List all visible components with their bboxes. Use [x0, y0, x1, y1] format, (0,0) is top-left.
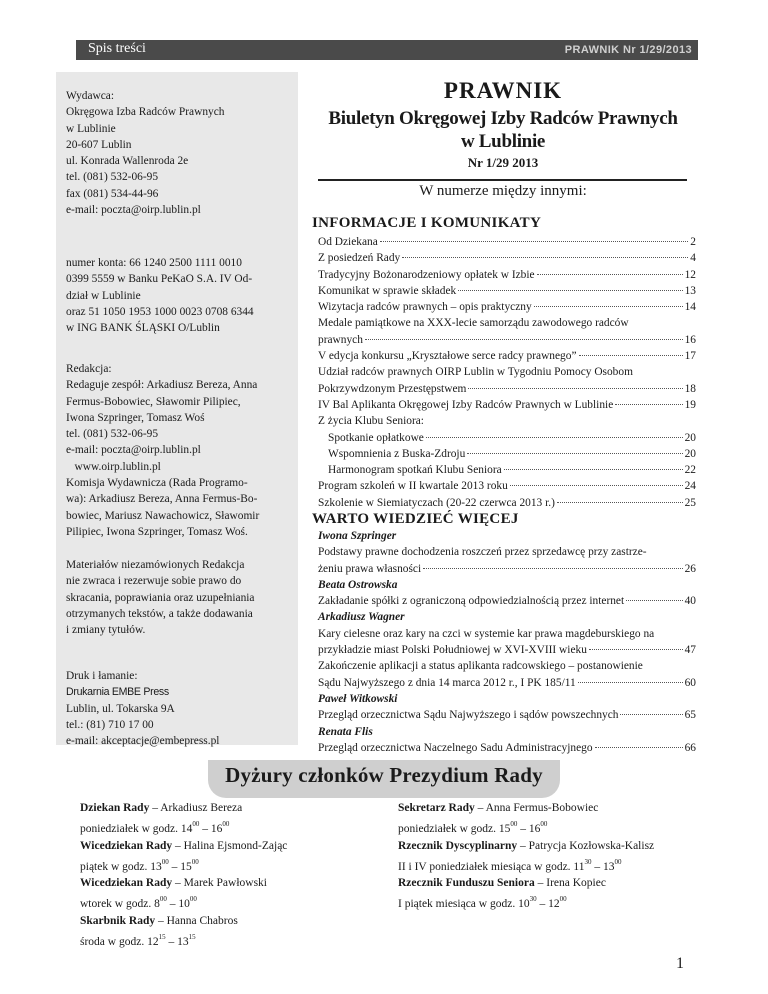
toc-entry [318, 283, 696, 299]
dot-leader [615, 404, 682, 405]
toc-intro: W numerze między innymi: [419, 183, 587, 199]
dot-leader [468, 388, 682, 389]
duty-left-column [80, 800, 370, 950]
duty-time-to: – 13 [165, 936, 189, 949]
printer-line: e-mail: akceptacje@embepress.pl [66, 735, 220, 748]
duty-role: Sekretarz Rady [398, 802, 475, 814]
duty-role: Rzecznik Dyscyplinarny [398, 839, 518, 852]
publisher-line: ul. Konrada Wallenroda 2e [66, 155, 189, 168]
duty-time-from: środa w godz. 12 [80, 936, 159, 949]
duty-person [80, 838, 370, 854]
toc-entry [318, 495, 696, 511]
dot-leader [365, 339, 683, 340]
duty-name: – Anna Fermus-Bobowiec [474, 802, 599, 814]
duty-time-from: poniedziałek w godz. 14 [80, 823, 193, 836]
toc-entry [318, 430, 696, 446]
editorial-line: bowiec, Mariusz Nawachowicz, Sławomir [66, 509, 260, 522]
toc-entry [318, 348, 696, 364]
toc-entry-line: Podstawy prawne dochodzenia roszczeń przez sprzedawcę przy zastrze- [318, 546, 647, 559]
editorial-line: e-mail: poczta@oirp.lublin.pl [66, 444, 201, 457]
toc-page-number: 19 [684, 398, 696, 411]
page-number: 1 [676, 955, 684, 972]
dot-leader [423, 568, 682, 569]
toc-entry-title: Przegląd orzecznictwa Sądu Najwyższego i sądów powszechnych [318, 709, 619, 722]
notice-line: Materiałów niezamówionych Redakcja [66, 559, 245, 571]
toc-entry [318, 332, 696, 348]
printer-block [66, 668, 292, 749]
toc-entry [318, 642, 696, 658]
toc-page-number: 66 [684, 741, 696, 754]
editorial-block [66, 361, 292, 540]
duty-time-from: poniedziałek w godz. 15 [398, 823, 511, 836]
editorial-line: Komisja Wydawnicza (Rada Programo- [66, 477, 248, 490]
duty-role: Dziekan Rady [80, 802, 150, 814]
toc-entry-title: żeniu prawa własności [318, 562, 422, 575]
dot-leader [458, 290, 682, 291]
bank-line: oraz 51 1050 1953 1000 0023 0708 6344 [66, 305, 254, 318]
duty-person [398, 875, 698, 891]
toc-page-number: 25 [684, 496, 696, 509]
duty-schedule [398, 816, 698, 837]
publisher-line: tel. (081) 532-06-95 [66, 171, 159, 184]
duty-minutes: 15 [158, 933, 166, 942]
duty-schedule [398, 854, 698, 875]
toc-entry-title: Z posiedzeń Rady [318, 252, 401, 265]
dot-leader [534, 306, 683, 307]
publisher-label: Wydawca: [66, 90, 115, 102]
duty-schedule [80, 816, 370, 837]
editorial-line: tel. (081) 532-06-95 [66, 428, 159, 441]
toc-entry-title: Pokrzywdzonym Przestępstwem [318, 382, 467, 395]
toc-page-number: 40 [684, 595, 696, 608]
duty-title: Dyżury członków Prezydium Rady [225, 763, 543, 787]
toc-page-number: 16 [684, 333, 696, 346]
duty-person [398, 800, 698, 816]
dot-leader [620, 714, 682, 715]
duty-time-to: – 10 [166, 898, 190, 911]
duty-minutes: 00 [191, 857, 199, 866]
publisher-line: fax (081) 534-44-96 [66, 187, 159, 200]
toc-entry-title: prawnych [318, 333, 363, 346]
editorial-line: Fermus-Bobowiec, Sławomir Pilipiec, [66, 395, 241, 408]
duty-time-to: – 15 [168, 860, 192, 873]
duty-minutes: 30 [584, 857, 592, 866]
toc-entry-title: Wspomnienia z Buska-Zdroju [328, 447, 466, 460]
toc-entry-line: Udział radców prawnych OIRP Lublin w Tygodniu Pomocy Osobom [318, 366, 633, 379]
toc-entry-title: Zakładanie spółki z ograniczoną odpowiedzialnością przez internet [318, 595, 625, 608]
toc-entry-title: Przegląd orzecznictwa Naczelnego Sadu Administracyjnego [318, 741, 593, 754]
duty-minutes: 00 [159, 895, 167, 904]
notice-line: skracania, poprawiania oraz uzupełniania [66, 591, 255, 604]
publisher-line: Okręgowa Izba Radców Prawnych [66, 106, 225, 119]
duty-schedule [80, 854, 370, 875]
article-author: Iwona Szpringer [318, 530, 397, 542]
duty-entry [80, 913, 370, 951]
duty-person [398, 838, 698, 854]
publisher-line: e-mail: poczta@oirp.lublin.pl [66, 204, 201, 217]
toc-page-number: 2 [690, 236, 696, 248]
issue-number: Nr 1/29 2013 [467, 155, 539, 170]
toc-subheading: Z życia Klubu Seniora: [318, 415, 424, 428]
duty-minutes: 00 [192, 820, 200, 829]
toc-entry-title: Spotkanie opłatkowe [328, 431, 424, 444]
toc-entry [318, 267, 696, 283]
duty-time-to: – 13 [591, 860, 615, 873]
toc-page-number: 22 [684, 464, 696, 477]
publication-subtitle [312, 107, 694, 153]
toc-entry-title: Harmonogram spotkań Klubu Seniora [328, 464, 502, 477]
duty-role: Skarbnik Rady [80, 914, 156, 927]
duty-schedule [398, 891, 698, 912]
duty-schedule [80, 929, 370, 950]
toc-entry [318, 446, 696, 462]
toc-entry [318, 707, 696, 723]
toc-entry [318, 381, 696, 397]
editorial-line: www.oirp.lublin.pl [66, 460, 161, 473]
toc-entry [318, 299, 696, 315]
toc-entry [318, 675, 696, 691]
duty-time-to: – 16 [517, 823, 541, 836]
publisher-line: w Lublinie [66, 122, 116, 135]
duty-time-from: II i IV poniedziałek miesiąca w godz. 11 [398, 860, 585, 873]
dot-leader [467, 453, 682, 454]
dot-leader [589, 649, 683, 650]
duty-name: – Halina Ejsmond-Zając [172, 839, 288, 852]
duty-person [80, 875, 370, 891]
duty-role: Wicedziekan Rady [80, 877, 173, 890]
duty-minutes: 00 [540, 820, 548, 829]
article-author: Renata Flis [318, 725, 373, 738]
notice-line: nie zwraca i rezerwuje sobie prawo do [66, 575, 242, 588]
toc-entry-title: Wizytacja radców prawnych – opis praktyczny [318, 301, 532, 314]
duty-person [80, 913, 370, 929]
toc-page-number: 20 [684, 431, 696, 444]
printer-label: Druk i łamanie: [66, 670, 138, 682]
duty-person [80, 800, 370, 816]
duty-time-from: I piątek miesiąca w godz. 10 [398, 898, 530, 911]
subtitle-line: w Lublinie [460, 131, 546, 152]
article-author: Beata Ostrowska [318, 578, 398, 591]
toc-page-number: 18 [684, 382, 696, 395]
toc-page-number: 14 [684, 301, 696, 314]
toc-entry-title: Szkolenie w Siemiatyczach (20-22 czerwca 2013 r.) [318, 496, 555, 509]
duty-role: Rzecznik Funduszu Seniora [398, 877, 535, 890]
notice-line: otrzymanych tekstów, a także dodawania [66, 607, 253, 620]
publisher-block [66, 88, 292, 218]
publisher-line: 20-607 Lublin [66, 138, 132, 151]
subtitle-line: Biuletyn Okręgowej Izby Radców Prawnych [328, 108, 678, 129]
toc-entry [318, 593, 696, 609]
duty-entry [398, 800, 698, 838]
bank-line: 0399 5559 w Banku PeKaO S.A. IV Od- [66, 273, 253, 286]
toc-entry [318, 397, 696, 413]
duty-time-from: wtorek w godz. 8 [80, 898, 160, 911]
editorial-line: Pilipiec, Iwona Szpringer, Tomasz Woś. [66, 525, 248, 538]
printer-line: tel.: (81) 710 17 00 [66, 718, 154, 731]
toc-entry-title: V edycja konkursu „Kryształowe serce radcy prawnego” [318, 350, 577, 363]
toc-entry-title: Od Dziekana [318, 236, 378, 248]
duty-schedule [80, 891, 370, 912]
toc-entry [318, 740, 696, 756]
duty-entry [398, 838, 698, 876]
header-bar [76, 40, 698, 60]
divider [318, 179, 687, 181]
toc-page-number: 47 [684, 644, 696, 657]
duty-time-from: piątek w godz. 13 [80, 860, 162, 873]
toc-entry-title: Sądu Najwyższego z dnia 14 marca 2012 r., I PK 185/11 [318, 676, 576, 689]
dot-leader [537, 274, 683, 275]
bank-line: dział w Lublinie [66, 289, 141, 302]
bank-line: numer konta: 66 1240 2500 1111 0010 [66, 257, 242, 269]
duty-minutes: 00 [614, 857, 622, 866]
dot-leader [595, 747, 683, 748]
article-author: Paweł Witkowski [318, 692, 398, 705]
dot-leader [504, 469, 683, 470]
duty-minutes: 00 [161, 857, 169, 866]
toc-entry-title: Program szkoleń w II kwartale 2013 roku [318, 480, 508, 493]
article-author: Arkadiusz Wagner [318, 611, 405, 624]
printer-company: Drukarnia EMBE Press [66, 686, 169, 699]
notice-line: i zmiany tytułów. [66, 624, 146, 637]
toc-page-number: 60 [684, 676, 696, 689]
toc-page-number: 13 [684, 284, 696, 297]
toc-entry-line: Zakończenie aplikacji a status aplikanta radcowskiego – postanowienie [318, 660, 643, 673]
toc-entry [318, 462, 696, 478]
editorial-label: Redakcja: [66, 363, 112, 375]
toc-section-2 [318, 528, 696, 756]
toc-entry [318, 234, 696, 250]
duty-entry [80, 838, 370, 876]
toc-entry [318, 561, 696, 577]
dot-leader [380, 241, 689, 242]
dot-leader [557, 502, 683, 503]
duty-name: – Marek Pawłowski [172, 877, 267, 890]
duty-name: – Irena Kopiec [534, 877, 606, 890]
section-title: Spis treści [88, 41, 146, 56]
dot-leader [579, 355, 683, 356]
bank-line: w ING BANK ŚLĄSKI O/Lublin [66, 322, 220, 335]
dot-leader [578, 682, 683, 683]
publication-title: PRAWNIK [443, 78, 563, 103]
dot-leader [426, 437, 683, 438]
toc-section-1 [318, 234, 696, 511]
duty-name: – Patrycja Kozłowska-Kalisz [517, 839, 655, 852]
editorial-line: Iwona Szpringer, Tomasz Woś [66, 411, 205, 424]
duty-minutes: 00 [559, 895, 567, 904]
issue-label: PRAWNIK Nr 1/29/2013 [564, 44, 692, 56]
section-heading: WARTO WIEDZIEĆ WIĘCEJ [312, 511, 519, 527]
duty-right-column [398, 800, 698, 913]
duty-minutes: 00 [189, 895, 197, 904]
toc-entry-title: przykładzie miast Polski Południowej w XVI-XVIII wieku [318, 644, 587, 657]
toc-page-number: 12 [684, 268, 696, 281]
sidebar-info [56, 72, 298, 748]
duty-minutes: 00 [222, 820, 230, 829]
duty-minutes: 30 [529, 895, 537, 904]
editorial-line: Redaguje zespół: Arkadiusz Bereza, Anna [66, 379, 258, 392]
toc-page-number: 24 [684, 480, 696, 493]
toc-page-number: 20 [684, 447, 696, 460]
duty-time-to: – 12 [536, 898, 560, 911]
toc-entry [318, 478, 696, 494]
toc-entry-line: Medale pamiątkowe na XXX-lecie samorządu zawodowego radców [318, 317, 629, 330]
duty-entry [80, 875, 370, 913]
duty-minutes: 15 [188, 933, 196, 942]
duty-time-to: – 16 [199, 823, 223, 836]
duty-entry [80, 800, 370, 838]
duty-entry [398, 875, 698, 913]
notice-block [66, 557, 292, 638]
duty-minutes: 00 [510, 820, 518, 829]
duty-name: – Hanna Chabros [155, 914, 238, 927]
bank-block [66, 255, 292, 336]
editorial-line: wa): Arkadiusz Bereza, Anna Fermus-Bo- [66, 493, 258, 506]
printer-line: Lublin, ul. Tokarska 9A [66, 702, 175, 715]
duty-role: Wicedziekan Rady [80, 839, 173, 852]
toc-entry-title: Komunikat w sprawie składek [318, 284, 457, 297]
toc-entry-line: Kary cielesne oraz kary na czci w systemie kar prawa magdeburskiego na [318, 627, 655, 640]
section-heading: INFORMACJE I KOMUNIKATY [312, 215, 542, 231]
toc-entry-title: Tradycyjny Bożonarodzeniowy opłatek w Izbie [318, 268, 535, 281]
dot-leader [402, 257, 688, 258]
dot-leader [626, 600, 682, 601]
toc-page-number: 17 [684, 350, 696, 363]
toc-entry [318, 250, 696, 266]
duty-name: – Arkadiusz Bereza [149, 802, 243, 814]
toc-entry-title: IV Bal Aplikanta Okręgowej Izby Radców Prawnych w Lublinie [318, 398, 614, 411]
dot-leader [510, 485, 683, 486]
toc-page-number: 4 [690, 252, 696, 265]
toc-page-number: 26 [684, 562, 696, 575]
toc-page-number: 65 [684, 709, 696, 722]
